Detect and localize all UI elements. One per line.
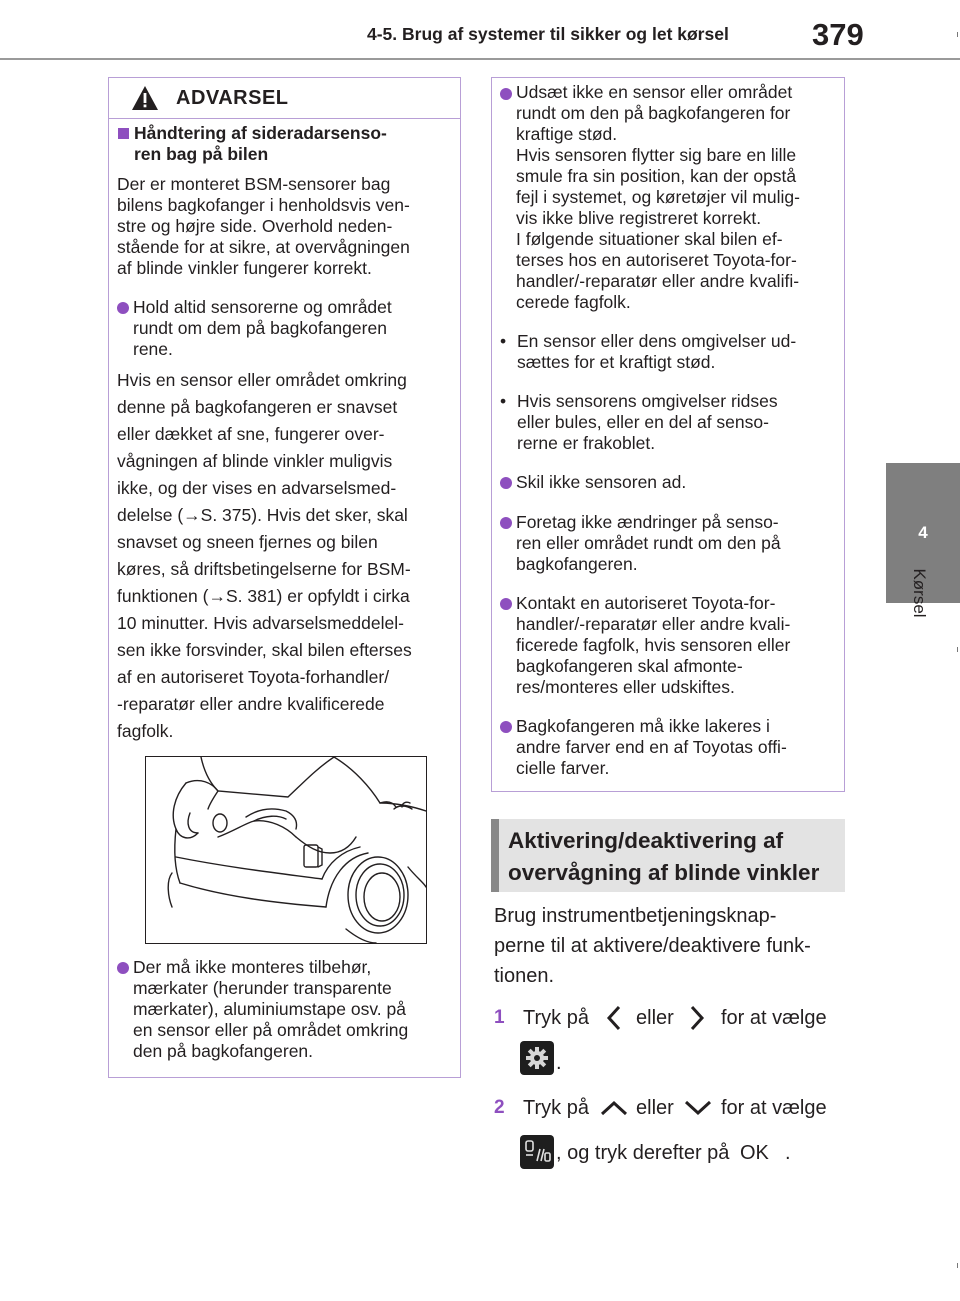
warning-para-line: vågningen af blinde vinkler muligvis [117,451,393,471]
warning-para-line: Hvis en sensor eller området omkring [117,370,407,390]
warning-para-line: af en autoriseret Toyota-forhandler/ [117,667,390,687]
panel-bullet-line: vis ikke blive registreret korrekt. [516,208,762,228]
rear-bumper-sensor-illustration [145,756,427,944]
step-1-middle: eller [636,1007,674,1029]
step-2-suffix: for at vælge [721,1097,827,1119]
warning-triangle-icon [131,85,159,111]
warning-bullet-line: mærkater), aluminiumstape osv. på [133,999,406,1019]
panel-bullet-line: Foretag ikke ændringer på senso- [516,512,779,532]
panel-bullet-line: Skil ikke sensoren ad. [516,472,687,492]
panel-bullet-line: smule fra sin position, kan der opstå [516,166,797,186]
crop-mark [957,1263,958,1268]
chevron-right-icon [688,1005,706,1031]
warning-para-line: 10 minutter. Hvis advarselsmeddelel- [117,613,404,633]
car-rear-drawing [146,757,426,943]
step-2-end-a: , og tryk derefter på [556,1142,730,1164]
panel-bullet-line: Kontakt en autoriseret Toyota-for- [516,593,776,613]
chapter-label: Kørsel [910,568,929,618]
warning-para-line: -reparatør eller andre kvalificerede [117,694,385,714]
dot-bullet: • [500,331,507,351]
warning-para-line: funktionen (→S. 381) er opfyldt i cirka [117,586,410,606]
panel-bullet-line: handler/-reparatør eller andre kvali- [516,614,791,634]
panel-bullet-line: bagkofangeren. [516,554,638,574]
warning-para-line: ikke, og der vises en advarselsmed- [117,478,397,498]
round-bullet-icon [500,88,512,100]
warning-para-line: eller dækket af sne, fungerer over- [117,424,385,444]
panel-bullet-line: bagkofangeren skal afmonte- [516,656,743,676]
round-bullet-icon [117,302,129,314]
chevron-up-icon [600,1099,628,1117]
panel-bullet-line: ren eller området rundt om den på [516,533,781,553]
chevron-down-icon [684,1099,712,1117]
panel-bullet-line: ficerede fagfolk, hvis sensoren eller [516,635,791,655]
panel-bullet-line: Udsæt ikke en sensor eller området [516,82,793,102]
warning-bullet-line: rundt om dem på bagkofangeren [133,318,387,338]
panel-bullet-line: terses hos en autoriseret Toyota-for- [516,250,797,270]
round-bullet-icon [500,517,512,529]
square-bullet-icon [118,128,129,139]
section-intro-line: tionen. [494,965,555,987]
settings-gear-icon [520,1041,554,1075]
step-1-number: 1 [494,1007,505,1028]
warning-bullet-line: rene. [133,339,173,359]
warning-para-line: sen ikke forsvinder, skal bilen efterses [117,640,412,660]
chapter-tab: 4 [886,463,960,603]
warning-para-line: fagfolk. [117,721,174,741]
panel-bullet-line: Hvis sensoren flytter sig bare en lille [516,145,797,165]
section-intro-line: Brug instrumentbetjeningsknap- [494,905,777,927]
step-1-suffix: for at vælge [721,1007,827,1029]
warning-para-line: snavset og sneen fjernes og bilen [117,532,378,552]
warning-bullet-line: den på bagkofangeren. [133,1041,314,1061]
warning-intro-line: af blinde vinkler fungerer korrekt. [117,258,372,278]
panel-sub-line: En sensor eller dens omgivelser ud- [517,331,797,351]
warning-header [109,78,460,119]
warning-intro-line: bilens bagkofanger i henholdsvis ven- [117,195,410,215]
warning-para-line: denne på bagkofangeren er snavset [117,397,398,417]
section-title-line: Aktivering/deaktivering af [508,828,784,853]
crop-mark [957,647,958,652]
step-1-prefix: Tryk på [523,1007,589,1029]
panel-bullet-line: cielle farver. [516,758,610,778]
warning-bullet-line: mærkater (herunder transparente [133,978,392,998]
panel-bullet-line: handler/-reparatør eller andre kvalifi- [516,271,800,291]
step-2-prefix: Tryk på [523,1097,589,1119]
panel-bullet-line: rundt om den på bagkofangeren for [516,103,791,123]
panel-sub-line: rerne er frakoblet. [517,433,656,453]
dot-bullet: • [500,391,507,411]
warning-intro-line: stre og højre side. Overhold neden- [117,216,393,236]
round-bullet-icon [117,962,129,974]
warning-para-line: køres, så driftsbetingelserne for BSM- [117,559,411,579]
chevron-left-icon [605,1005,623,1031]
warning-para-line: delelse (→S. 375). Hvis det sker, skal [117,505,408,525]
header-rule [0,58,960,60]
round-bullet-icon [500,721,512,733]
warning-bullet-line: Der må ikke monteres tilbehør, [133,957,372,977]
step-2-number: 2 [494,1097,505,1118]
round-bullet-icon [500,598,512,610]
section-heading [491,819,845,892]
running-header: 4-5. Brug af systemer til sikker og let kørsel [367,24,729,44]
step-2-end-b: . [785,1142,791,1164]
round-bullet-icon [500,477,512,489]
warning-heading-line: Håndtering af sideradarsenso- [134,123,387,143]
panel-bullet-line: cerede fagfolk. [516,292,631,312]
panel-bullet-line: I følgende situationer skal bilen ef- [516,229,783,249]
panel-bullet-line: andre farver end en af Toyotas offi- [516,737,787,757]
step-1-end: . [556,1052,562,1074]
warning-label: ADVARSEL [176,87,289,109]
panel-bullet-line: res/monteres eller udskiftes. [516,677,735,697]
panel-bullet-line: fejl i systemet, og køretøjer vil mulig- [516,187,800,207]
section-title-line: overvågning af blinde vinkler [508,860,820,885]
panel-bullet-line: kraftige stød. [516,124,618,144]
chapter-label-wrap [909,568,929,673]
warning-heading-line: ren bag på bilen [134,144,269,164]
section-intro-line: perne til at aktivere/deaktivere funk- [494,935,811,957]
bsm-setting-icon [520,1135,554,1169]
crop-mark [957,32,958,37]
panel-bullet-line: Bagkofangeren må ikke lakeres i [516,716,770,736]
step-2-middle: eller [636,1097,674,1119]
warning-bullet-line: Hold altid sensorerne og området [133,297,392,317]
panel-sub-line: eller bules, eller en del af senso- [517,412,769,432]
warning-intro-line: stående for at sikre, at overvågningen [117,237,410,257]
section-heading-edge [491,819,499,892]
panel-sub-line: Hvis sensorens omgivelser ridses [517,391,778,411]
warning-intro-line: Der er monteret BSM-sensorer bag [117,174,391,194]
warning-bullet-line: en sensor eller på området omkring [133,1020,409,1040]
ok-button-label: OK [740,1142,769,1164]
panel-sub-line: sættes for et kraftigt stød. [517,352,716,372]
page-number: 379 [812,17,864,52]
